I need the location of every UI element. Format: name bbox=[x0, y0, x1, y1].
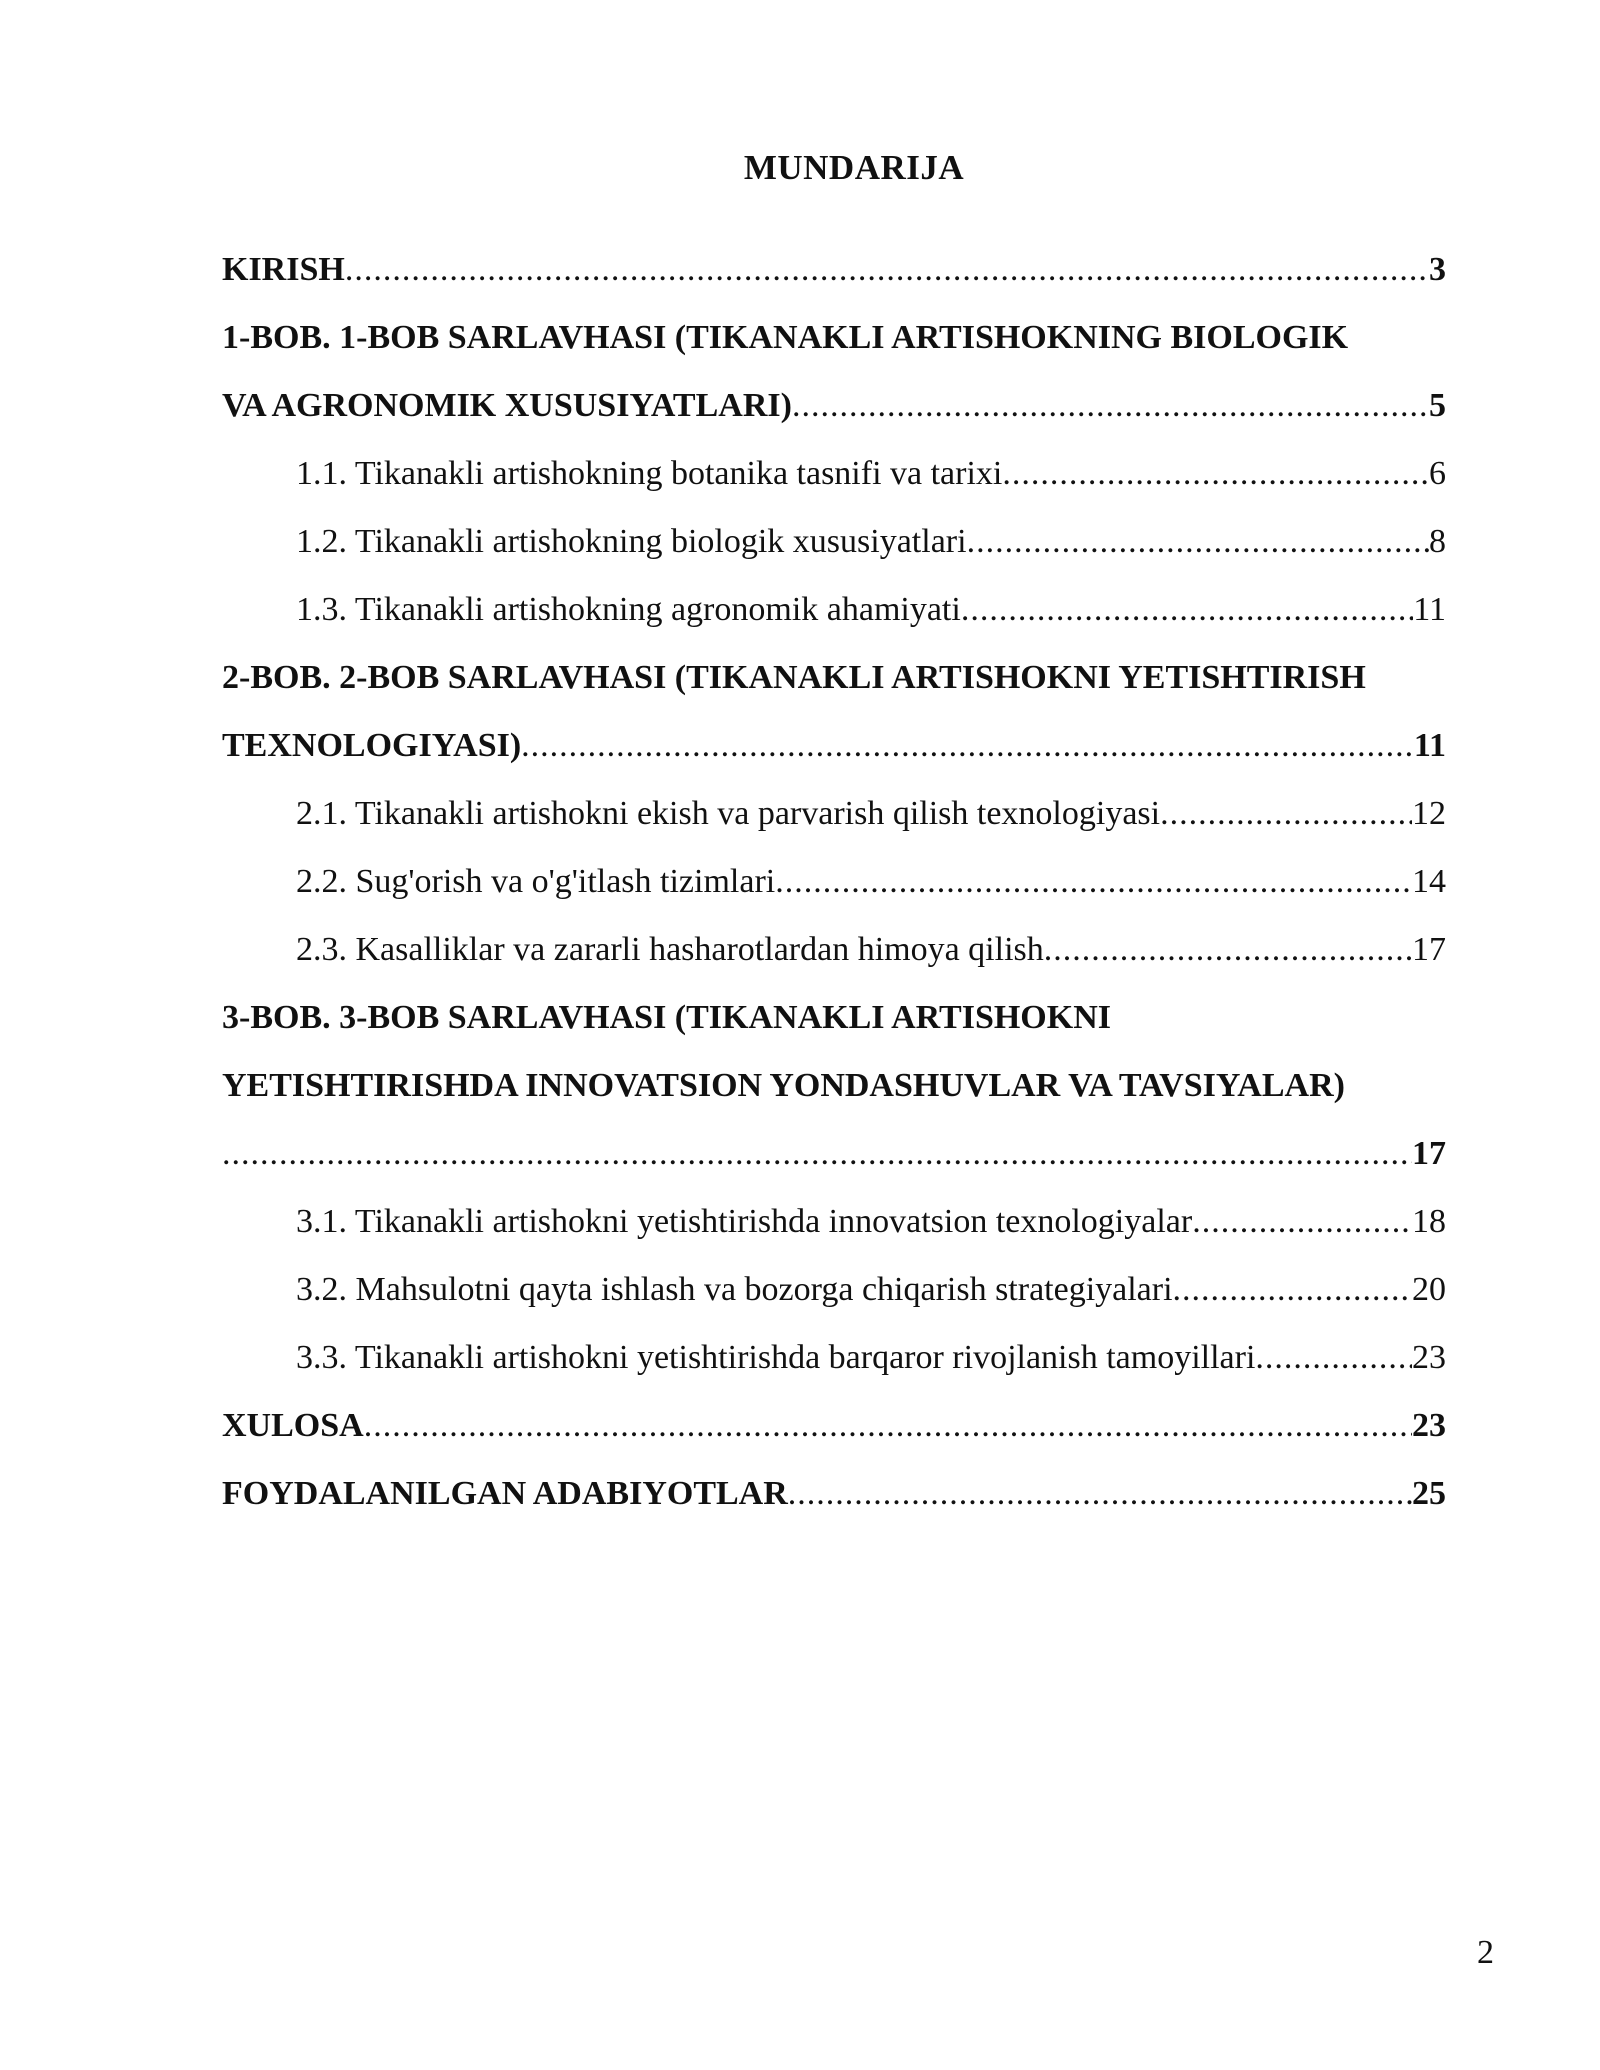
toc-entry-page: 20 bbox=[1412, 1271, 1446, 1308]
toc-entry-page: 25 bbox=[1412, 1475, 1446, 1512]
dot-leader bbox=[1044, 916, 1412, 984]
toc-entry-label: VA AGRONOMIK XUSUSIYATLARI) bbox=[222, 387, 792, 424]
dot-leader bbox=[345, 236, 1429, 304]
toc-entry-line: 3-BOB. 3-BOB SARLAVHASI (TIKANAKLI ARTISHOKNI bbox=[222, 999, 1111, 1036]
table-of-contents bbox=[222, 236, 1452, 1528]
toc-entry-page: 3 bbox=[1429, 251, 1446, 288]
toc-entry-label: 2.2. Sug'orish va o'g'itlash tizimlari bbox=[296, 863, 776, 900]
toc-title: MUNDARIJA bbox=[743, 148, 965, 187]
toc-section-entry[interactable] bbox=[222, 440, 1452, 508]
toc-entry-row bbox=[296, 440, 1446, 508]
toc-section-entry[interactable] bbox=[222, 848, 1452, 916]
toc-entry-row bbox=[222, 1460, 1446, 1528]
toc-entry-page: 14 bbox=[1412, 863, 1446, 900]
toc-entry-page: 11 bbox=[1413, 727, 1446, 764]
toc-entry-page: 5 bbox=[1429, 387, 1446, 424]
toc-chapter-entry[interactable] bbox=[222, 984, 1452, 1188]
toc-entry-row bbox=[296, 848, 1446, 916]
dot-leader bbox=[1255, 1324, 1412, 1392]
toc-entry-page: 6 bbox=[1429, 455, 1446, 492]
toc-entry-row bbox=[296, 1256, 1446, 1324]
dot-leader bbox=[222, 1120, 1412, 1188]
toc-entry-page: 18 bbox=[1412, 1203, 1446, 1240]
toc-entry-page: 12 bbox=[1412, 795, 1446, 832]
toc-entry-row bbox=[296, 1188, 1446, 1256]
toc-entry-row bbox=[222, 712, 1446, 780]
toc-entry-line: 1-BOB. 1-BOB SARLAVHASI (TIKANAKLI ARTISHOKNING BIOLOGIK bbox=[222, 319, 1349, 356]
toc-section-entry[interactable] bbox=[222, 508, 1452, 576]
toc-entry-label: 1.3. Tikanakli artishokning agronomik ahamiyati bbox=[296, 591, 961, 628]
toc-entry-label: 1.2. Tikanakli artishokning biologik xususiyatlari bbox=[296, 523, 967, 560]
toc-entry-row bbox=[222, 1120, 1446, 1188]
dot-leader bbox=[1160, 780, 1412, 848]
toc-entry-page: 11 bbox=[1413, 591, 1446, 628]
dot-leader bbox=[364, 1392, 1412, 1460]
toc-chapter-entry[interactable] bbox=[222, 644, 1452, 780]
toc-entry-label: KIRISH bbox=[222, 251, 345, 288]
toc-chapter-entry[interactable] bbox=[222, 1392, 1452, 1460]
toc-entry-page: 17 bbox=[1412, 931, 1446, 968]
toc-entry-label: 3.2. Mahsulotni qayta ishlash va bozorga chiqarish strategiyalari bbox=[296, 1271, 1173, 1308]
dot-leader bbox=[775, 848, 1412, 916]
toc-entry-label: 2.1. Tikanakli artishokni ekish va parvarish qilish texnologiyasi bbox=[296, 795, 1161, 832]
dot-leader bbox=[961, 576, 1413, 644]
toc-entry-label: XULOSA bbox=[222, 1407, 364, 1444]
toc-chapter-entry[interactable] bbox=[222, 236, 1452, 304]
page-number: 2 bbox=[1477, 1934, 1494, 1971]
toc-entry-row bbox=[222, 236, 1446, 304]
dot-leader bbox=[1002, 440, 1429, 508]
dot-leader bbox=[1173, 1256, 1412, 1324]
dot-leader bbox=[788, 1460, 1412, 1528]
toc-entry-page: 23 bbox=[1412, 1339, 1446, 1376]
dot-leader bbox=[792, 372, 1429, 440]
toc-entry-label: 1.1. Tikanakli artishokning botanika tasnifi va tarixi bbox=[296, 455, 1003, 492]
toc-entry-label: 2.3. Kasalliklar va zararli hasharotlardan himoya qilish bbox=[296, 931, 1044, 968]
dot-leader bbox=[967, 508, 1429, 576]
toc-entry-page: 8 bbox=[1429, 523, 1446, 560]
toc-section-entry[interactable] bbox=[222, 1188, 1452, 1256]
toc-entry-row bbox=[296, 780, 1446, 848]
toc-section-entry[interactable] bbox=[222, 1324, 1452, 1392]
toc-section-entry[interactable] bbox=[222, 576, 1452, 644]
dot-leader bbox=[1192, 1188, 1412, 1256]
toc-entry-line: 2-BOB. 2-BOB SARLAVHASI (TIKANAKLI ARTISHOKNI YETISHTIRISH bbox=[222, 659, 1366, 696]
toc-entry-label: TEXNOLOGIYASI) bbox=[222, 727, 522, 764]
toc-section-entry[interactable] bbox=[222, 780, 1452, 848]
toc-entry-row bbox=[222, 1392, 1446, 1460]
toc-entry-row bbox=[296, 1324, 1446, 1392]
toc-entry-label: FOYDALANILGAN ADABIYOTLAR bbox=[222, 1475, 788, 1512]
toc-chapter-entry[interactable] bbox=[222, 1460, 1452, 1528]
toc-entry-row bbox=[222, 372, 1446, 440]
toc-entry-page: 17 bbox=[1412, 1135, 1446, 1172]
toc-entry-row bbox=[296, 508, 1446, 576]
toc-entry-page: 23 bbox=[1412, 1407, 1446, 1444]
toc-entry-line: YETISHTIRISHDA INNOVATSION YONDASHUVLAR VA TAVSIYALAR) bbox=[222, 1067, 1345, 1104]
toc-section-entry[interactable] bbox=[222, 1256, 1452, 1324]
toc-chapter-entry[interactable] bbox=[222, 304, 1452, 440]
toc-entry-label: 3.1. Tikanakli artishokni yetishtirishda innovatsion texnologiyalar bbox=[296, 1203, 1193, 1240]
toc-entry-row bbox=[296, 916, 1446, 984]
toc-entry-label: 3.3. Tikanakli artishokni yetishtirishda barqaror rivojlanish tamoyillari bbox=[296, 1339, 1256, 1376]
dot-leader bbox=[521, 712, 1414, 780]
toc-entry-row bbox=[296, 576, 1446, 644]
toc-section-entry[interactable] bbox=[222, 916, 1452, 984]
